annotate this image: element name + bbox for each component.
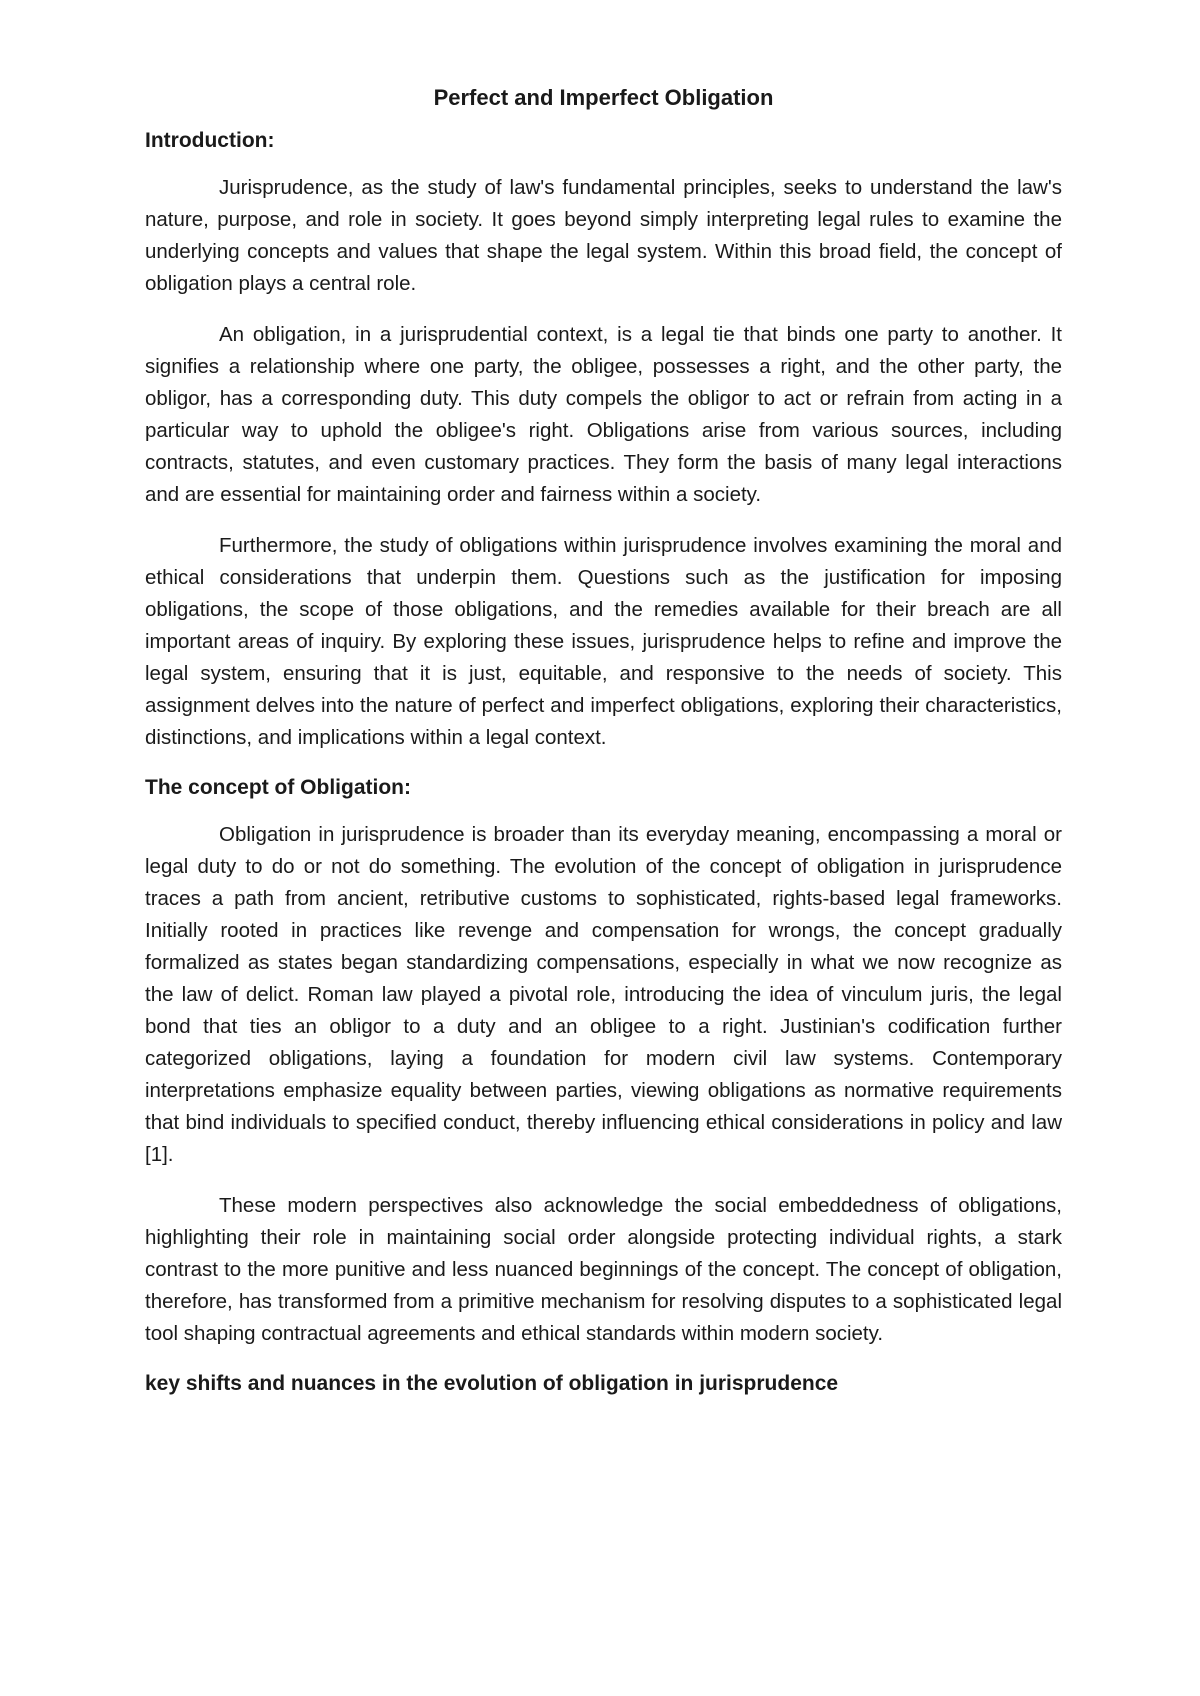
paragraph: These modern perspectives also acknowledge the social embeddedness of obligations, highlighting their role in maintaining social order alongside protecting individual rights, a stark contrast to the more punitive and less nuanced beginnings of the concept. The concept of obligation, therefore, has transformed from a primitive mechanism for resolving disputes to a sophisticated legal tool shaping contractual agreements and ethical standards within modern society. — [145, 1194, 1062, 1345]
paragraph: Jurisprudence, as the study of law's fundamental principles, seeks to understand the law's nature, purpose, and role in society. It goes beyond simply interpreting legal rules to examine the underlying concepts and values that shape the legal system. Within this broad field, the concept of obligation plays a central role. — [145, 176, 1062, 295]
document-body — [145, 82, 1062, 1415]
paragraph: An obligation, in a jurisprudential context, is a legal tie that binds one party to another. It signifies a relationship where one party, the obligee, possesses a right, and the other party, the obligor, has a corresponding duty. This duty compels the obligor to act or refrain from acting in a particular way to uphold the obligee's right. Obligations arise from various sources, including contracts, statutes, and even customary practices. They form the basis of many legal interactions and are essential for maintaining order and fairness within a society. — [145, 323, 1062, 506]
paragraph: Furthermore, the study of obligations within jurisprudence involves examining the moral and ethical considerations that underpin them. Questions such as the justification for imposing obligations, the scope of those obligations, and the remedies available for their breach are all important areas of inquiry. By exploring these issues, jurisprudence helps to refine and improve the legal system, ensuring that it is just, equitable, and responsive to the needs of society. This assignment delves into the nature of perfect and imperfect obligations, exploring their characteristics, distinctions, and implications within a legal context. — [145, 534, 1062, 749]
heading-introduction: Introduction: — [145, 129, 275, 152]
heading-key-shifts: key shifts and nuances in the evolution of obligation in jurisprudence — [145, 1372, 839, 1395]
heading-concept-of-obligation: The concept of Obligation: — [145, 776, 411, 799]
paragraph: Obligation in jurisprudence is broader than its everyday meaning, encompassing a moral or legal duty to do or not do something. The evolution of the concept of obligation in jurisprudence traces a path from ancient, retributive customs to sophisticated, rights-based legal frameworks. Initially rooted in practices like revenge and compensation for wrongs, the concept gradually formalized as states began standardizing compensations, especially in what we now recognize as the law of delict. Roman law played a pivotal role, introducing the idea of vinculum juris, the legal bond that ties an obligor to a duty and an obligee to a right. Justinian's codification further categorized obligations, laying a foundation for modern civil law systems. Contemporary interpretations emphasize equality between parties, viewing obligations as normative requirements that bind individuals to specified conduct, thereby influencing ethical considerations in policy and law [1]. — [145, 823, 1062, 1166]
document-title: Perfect and Imperfect Obligation — [433, 85, 774, 110]
